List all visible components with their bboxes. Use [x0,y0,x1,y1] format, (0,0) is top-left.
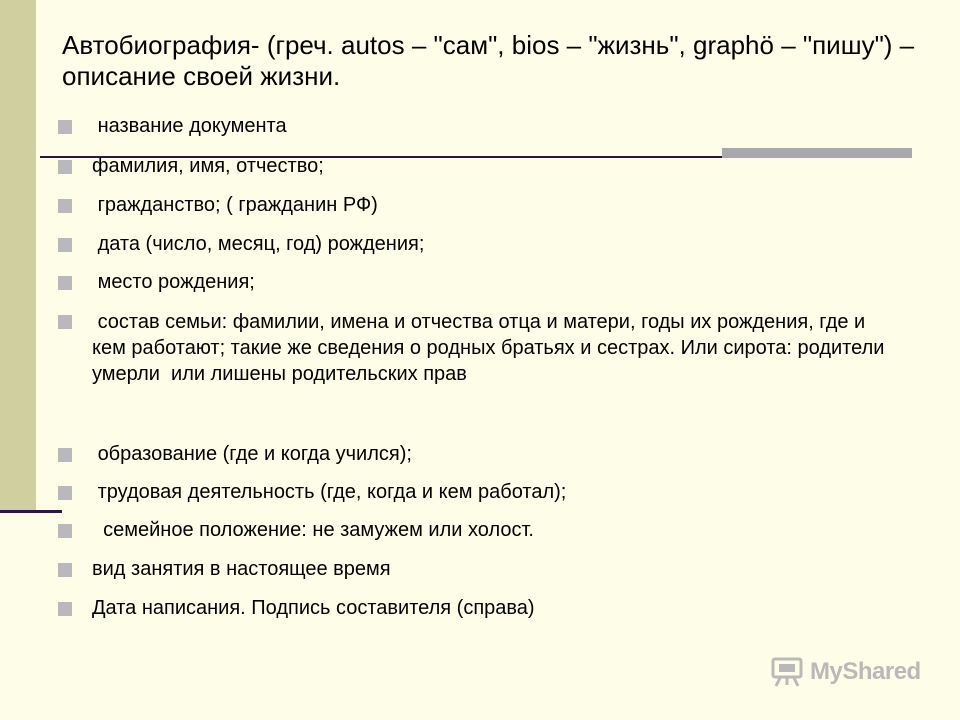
list-item-text: состав семьи: фамилии, имена и отчества отца и матери, годы их рождения, где и кем работают; такие же сведения о родных братьях и сестрах. Или сирота: родители умерли или лишены родительских прав [92,311,890,385]
slide-title: Автобиография- (греч. autos – "сам", bios – "жизнь", graphö – "пишу") – описание своей жизни. [62,30,915,91]
list-item-text: вид занятия в настоящее время [92,558,391,580]
watermark-logo [770,654,921,690]
square-bullet-icon [58,602,72,616]
square-bullet-icon [58,315,72,329]
list-item-text: место рождения; [92,271,255,293]
square-bullet-icon [58,199,72,213]
list-item-text: Дата написания. Подпись составителя (справа) [92,597,535,619]
list-item-text: образование (где и когда учился); [92,443,412,465]
square-bullet-icon [58,448,72,462]
square-bullet-icon [58,486,72,500]
left-decor-bar [0,0,36,512]
square-bullet-icon [58,160,72,174]
square-bullet-icon [58,276,72,290]
square-bullet-icon [58,563,72,577]
square-bullet-icon [58,238,72,252]
list-item-text: дата (число, месяц, год) рождения; [92,233,425,255]
left-decor-bar-end [0,510,62,513]
list-item-text: семейное положение: не замужем или холост. [92,519,534,541]
list-item-text: гражданство; ( гражданин РФ) [92,194,378,216]
list-item-text: название документа [92,115,287,137]
watermark-text: MyShared [810,658,921,685]
list-item-text: фамилия, имя, отчество; [92,155,324,177]
square-bullet-icon [58,524,72,538]
square-bullet-icon [58,120,72,134]
list-item-text: трудовая деятельность (где, когда и кем работал); [92,481,567,503]
presentation-board-icon [770,657,804,687]
